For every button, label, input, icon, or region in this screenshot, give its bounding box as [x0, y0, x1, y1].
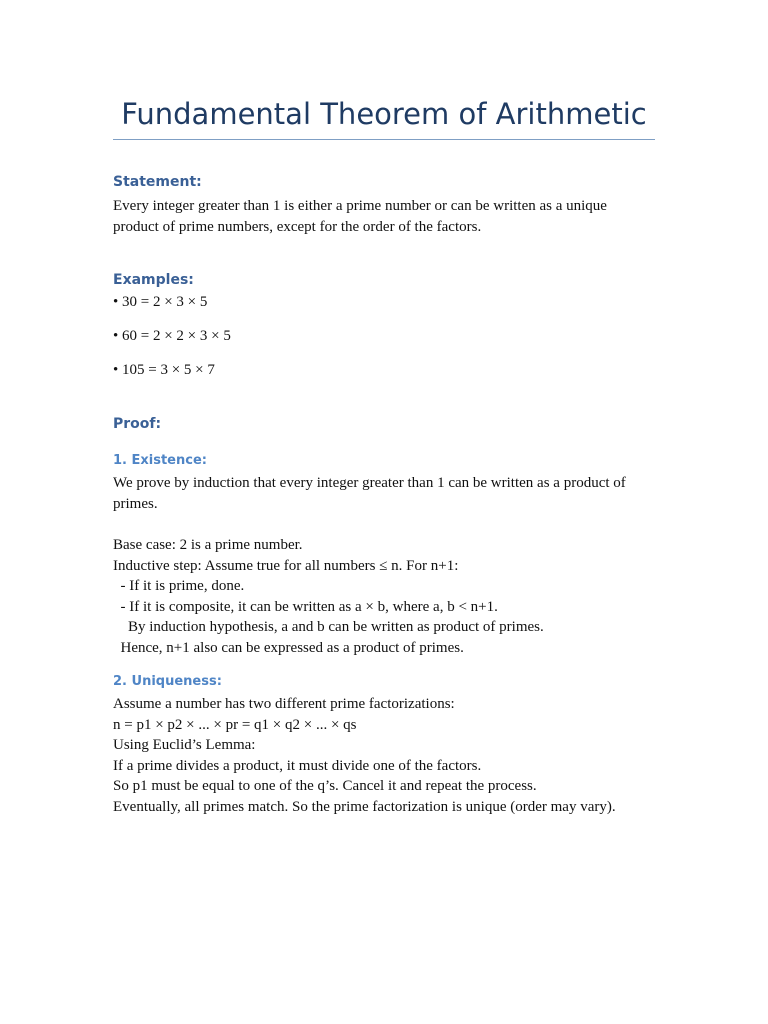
existence-step-line: - If it is composite, it can be written as a × b, where a, b < n+1. — [113, 598, 498, 615]
example-item: • 105 = 3 × 5 × 7 — [113, 362, 215, 378]
existence-heading: 1. Existence: — [113, 453, 207, 468]
statement-text — [113, 196, 655, 237]
examples-heading: Examples: — [113, 272, 194, 288]
existence-intro-line: We prove by induction that every integer greater than 1 can be written as a product of — [113, 475, 626, 491]
existence-intro — [113, 473, 655, 514]
document-title: Fundamental Theorem of Arithmetic — [121, 97, 647, 131]
existence-steps — [113, 535, 655, 658]
example-item: • 60 = 2 × 2 × 3 × 5 — [113, 328, 231, 344]
statement-line: product of prime numbers, except for the order of the factors. — [113, 218, 482, 235]
statement-line: Every integer greater than 1 is either a prime number or can be written as a unique — [113, 198, 607, 214]
uniqueness-line: If a prime divides a product, it must divide one of the factors. — [113, 757, 482, 774]
existence-step-line: Inductive step: Assume true for all numbers ≤ n. For n+1: — [113, 557, 459, 574]
title-divider — [113, 139, 655, 140]
example-item: • 30 = 2 × 3 × 5 — [113, 294, 208, 310]
uniqueness-line: So p1 must be equal to one of the q’s. Cancel it and repeat the process. — [113, 778, 537, 794]
uniqueness-line: Eventually, all primes match. So the prime factorization is unique (order may vary). — [113, 798, 616, 815]
existence-intro-line: primes. — [113, 495, 158, 512]
uniqueness-heading: 2. Uniqueness: — [113, 674, 222, 689]
proof-heading: Proof: — [113, 416, 162, 432]
existence-step-line: By induction hypothesis, a and b can be written as product of primes. — [113, 619, 544, 635]
existence-step-line: Base case: 2 is a prime number. — [113, 537, 303, 553]
statement-heading: Statement: — [113, 174, 202, 190]
uniqueness-line: Using Euclid’s Lemma: — [113, 737, 256, 753]
uniqueness-text — [113, 694, 655, 817]
uniqueness-line: Assume a number has two different prime factorizations: — [113, 696, 455, 712]
uniqueness-line: n = p1 × p2 × ... × pr = q1 × q2 × ... × qs — [113, 716, 357, 733]
existence-step-line: Hence, n+1 also can be expressed as a product of primes. — [113, 639, 464, 656]
existence-step-line: - If it is prime, done. — [113, 578, 245, 594]
